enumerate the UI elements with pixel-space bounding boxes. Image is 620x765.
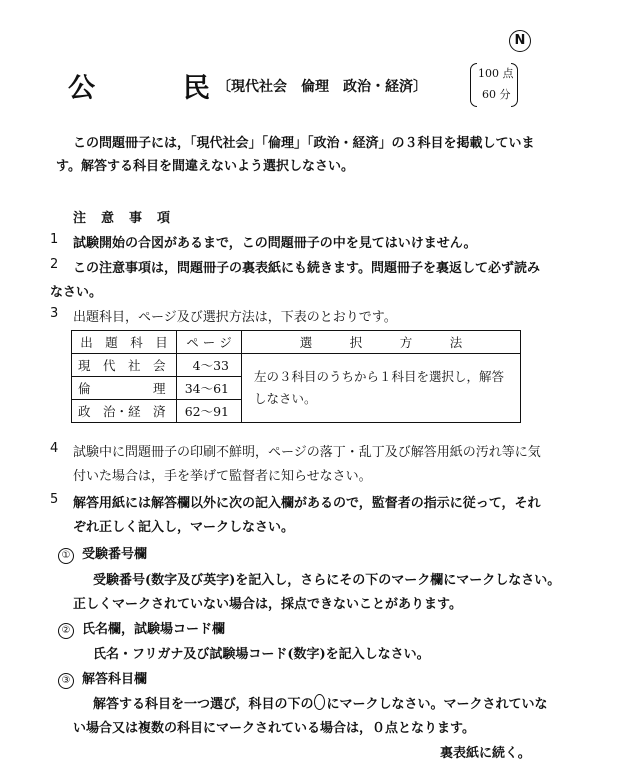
continue-on-back-note: 裏表紙に続く。 xyxy=(440,746,531,761)
note-5-line-1: 解答用紙には解答欄以外に次の記入欄があるので，監督者の指示に従って，それ xyxy=(73,496,541,511)
item-3-title: 解答科目欄 xyxy=(82,672,148,687)
pages-cell: 34〜61 xyxy=(177,377,242,400)
table-header-pages: ペ ー ジ xyxy=(177,331,242,354)
item-3-line-1b: にマークしなさい。マークされていな xyxy=(326,697,548,712)
note-number: 3 xyxy=(50,306,59,321)
pages-cell: 62〜91 xyxy=(177,400,242,423)
subject-cell: 倫 理 xyxy=(72,377,177,400)
item-1-line-1: 受験番号(数字及び英字)を記入し，さらにその下のマーク欄にマークしなさい。 xyxy=(93,573,561,588)
note-4-line-2: 付いた場合は，手を挙げて監督者に知らせなさい。 xyxy=(73,469,372,484)
note-number: 4 xyxy=(50,441,59,456)
subject-title-char-1: 公 xyxy=(68,73,95,104)
item-1-heading xyxy=(58,543,147,564)
item-2-line-1: 氏名・フリガナ及び試験場コード(数字)を記入しなさい。 xyxy=(93,647,430,662)
score-points: 100 点 xyxy=(478,67,514,80)
score-time-box xyxy=(470,63,518,105)
item-2-title: 氏名欄，試験場コード欄 xyxy=(82,622,226,637)
subject-table xyxy=(71,330,521,423)
note-5-line-2: ぞれ正しく記入し，マークしなさい。 xyxy=(73,520,295,535)
item-1-line-2: 正しくマークされていない場合は，採点できないことがあります。 xyxy=(73,597,462,612)
note-number: 2 xyxy=(50,257,59,272)
mark-oval-icon xyxy=(314,694,325,710)
subject-subtitle: 〔現代社会 倫理 政治・経済〕 xyxy=(217,79,427,95)
note-number: 5 xyxy=(50,492,59,507)
item-number: ③ xyxy=(58,673,74,689)
exam-version-mark: N xyxy=(509,30,531,52)
item-2-heading xyxy=(58,618,225,639)
table-header-subject: 出 題 科 目 xyxy=(72,331,177,354)
note-3-text: 出題科目，ページ及び選択方法は，下表のとおりです。 xyxy=(73,310,397,325)
notes-title: 注 意 事 項 xyxy=(73,211,172,226)
item-3-line-2: い場合又は複数の科目にマークされている場合は，０点となります。 xyxy=(73,721,475,736)
table-header-row xyxy=(72,331,521,354)
item-3-line-1a: 解答する科目を一つ選び，科目の下の xyxy=(93,697,314,712)
intro-line-1: この問題冊子には，「現代社会」「倫理」「政治・経済」の３科目を掲載していま xyxy=(73,136,535,151)
subject-cell: 現 代 社 会 xyxy=(72,354,177,377)
subject-cell: 政 治・経 済 xyxy=(72,400,177,423)
note-2-line-2: なさい。 xyxy=(50,285,103,300)
note-2-line-1: この注意事項は，問題冊子の裏表紙にも続きます。問題冊子を裏返して必ず読み xyxy=(73,261,540,276)
item-number: ② xyxy=(58,623,74,639)
item-3-line-1 xyxy=(93,693,548,712)
subject-title-char-2: 民 xyxy=(183,73,210,104)
method-cell: 左の３科目のうちから１科目を選択し，解答しなさい。 xyxy=(242,354,521,423)
item-number: ① xyxy=(58,548,74,564)
item-1-title: 受験番号欄 xyxy=(82,547,148,562)
note-4-line-1: 試験中に問題冊子の印刷不鮮明，ページの落丁・乱丁及び解答用紙の汚れ等に気 xyxy=(73,445,541,460)
note-number: 1 xyxy=(50,232,59,247)
pages-cell: 4〜33 xyxy=(177,354,242,377)
table-header-method: 選 択 方 法 xyxy=(242,331,521,354)
note-1-text: 試験開始の合図があるまで，この問題冊子の中を見てはいけません。 xyxy=(73,236,477,251)
time-minutes: 60 分 xyxy=(482,88,511,101)
intro-line-2: す。解答する科目を間違えないよう選択しなさい。 xyxy=(56,159,354,174)
item-3-heading xyxy=(58,668,147,689)
table-row xyxy=(72,354,521,377)
